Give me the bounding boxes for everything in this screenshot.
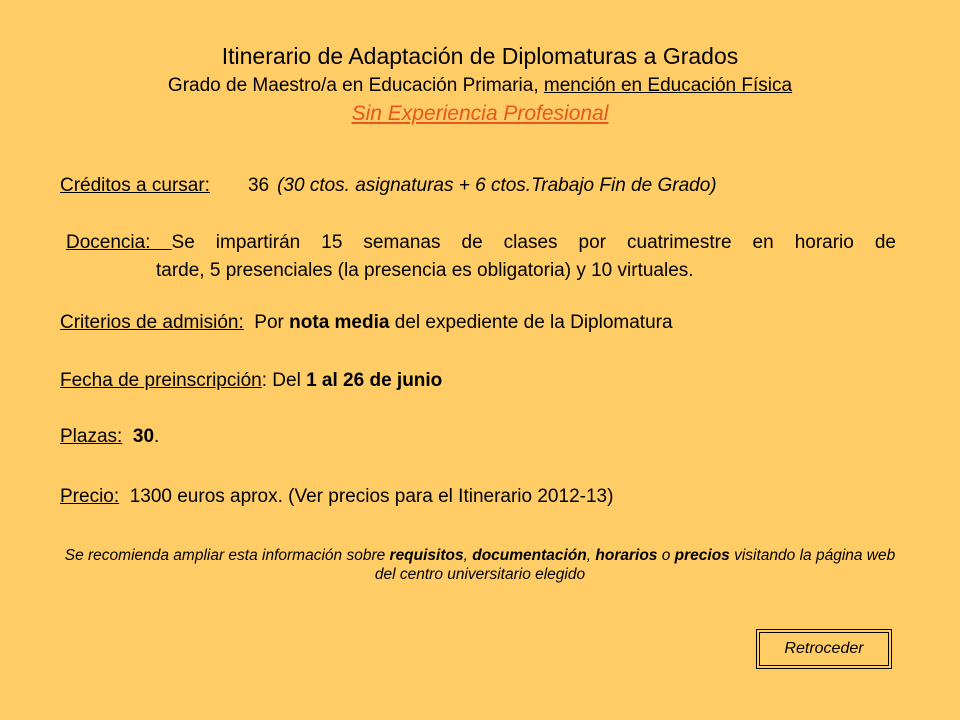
- docencia-label: Docencia:: [66, 232, 172, 253]
- precio-text: 1300 euros aprox. (Ver precios para el Itinerario 2012-13): [119, 486, 614, 507]
- criterios-label: Criterios de admisión:: [60, 312, 244, 333]
- plazas-post: .: [154, 426, 160, 447]
- note-requisitos: requisitos: [389, 547, 464, 564]
- header: [0, 42, 960, 127]
- page-title: Itinerario de Adaptación de Diplomaturas a Grados: [221, 43, 739, 69]
- experience-tag[interactable]: Sin Experiencia Profesional: [351, 102, 609, 125]
- note-text-4: o: [657, 547, 675, 564]
- creditos-label: Créditos a cursar:: [60, 175, 210, 196]
- plazas-row: [60, 425, 159, 449]
- criterios-pre: Por: [243, 312, 290, 333]
- mention-link[interactable]: mención en Educación Física: [543, 75, 793, 96]
- creditos-value: 36: [247, 175, 270, 196]
- recommendation-note: [60, 546, 900, 584]
- docencia-text-1: Se impartirán 15 semanas de clases por cuatrimestre en horario de: [171, 232, 896, 253]
- fecha-pre: : Del: [261, 370, 307, 391]
- fecha-bold: 1 al 26 de junio: [306, 370, 443, 391]
- precio-label: Precio:: [60, 486, 120, 507]
- criterios-post: del expediente de la Diplomatura: [389, 312, 673, 333]
- note-text-5: visitando la página web del centro universitario elegido: [374, 547, 896, 583]
- subtitle-prefix: Grado de Maestro/a en Educación Primaria,: [167, 75, 544, 96]
- back-button[interactable]: [756, 629, 892, 669]
- note-text-1: Se recomienda ampliar esta información sobre: [64, 547, 390, 564]
- docencia-line-1: [60, 229, 896, 257]
- note-horarios: horarios: [595, 547, 658, 564]
- criterios-bold: nota media: [289, 312, 390, 333]
- docencia-text-2: tarde, 5 presenciales (la presencia es obligatoria) y 10 virtuales.: [156, 260, 694, 281]
- creditos-row: [60, 174, 717, 198]
- page-subtitle: [0, 74, 960, 98]
- note-documentacion: documentación: [472, 547, 587, 564]
- fecha-row: [60, 369, 442, 393]
- note-text-3: ,: [586, 547, 596, 564]
- plazas-value: 30: [132, 426, 155, 447]
- back-button-label: Retroceder: [784, 640, 864, 657]
- plazas-label: Plazas:: [60, 426, 123, 447]
- note-text-2: ,: [463, 547, 473, 564]
- docencia-block: [60, 229, 896, 285]
- creditos-detail: (30 ctos. asignaturas + 6 ctos.Trabajo Fin de Grado): [277, 175, 717, 196]
- criterios-row: [60, 311, 673, 335]
- precio-row: [60, 485, 613, 509]
- fecha-label: Fecha de preinscripción: [60, 370, 262, 391]
- note-precios: precios: [674, 547, 730, 564]
